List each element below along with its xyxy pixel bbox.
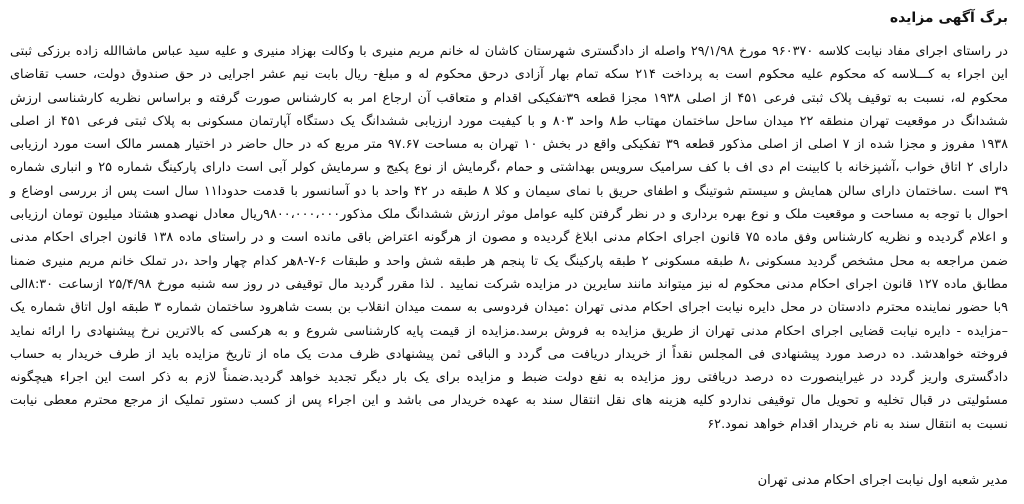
notice-signature: مدیر شعبه اول نیابت اجرای احکام مدنی تهران — [757, 473, 1008, 488]
notice-body: در راستای اجرای مفاد نیابت کلاسه ۹۶۰۳۷۰ مورخ ۲۹/۱/۹۸ واصله از دادگستری شهرستان کاشان له خانم مریم منیری با وکالت بهزاد منیری و علیه سید عباس ماشاالله زاده برزکی ثبتی این اجراء به کـــلاسه که محکوم علیه محکوم است به پرداخت ۲۱۴ سکه تمام بهار آزادی درحق محکوم له و مبلغ- ریال بابت نیم عشر اجرایی در حق صندوق دولت، حسب تقاضای محکوم له، نسبت به توقیف پلاک ثبتی فرعی ۴۵۱ از اصلی ۱۹۳۸ مجزا قطعه ۳۹تفکیکی اقدام و متعاقب آن ارجاع امر به کارشناس صورت گرفته و براساس نظریه کارشناسی ارزش ششدانگ در موقعیت تهران منطقه ۲۲ میدان ساحل ساختمان مهتاب ط۸ واحد ۸۰۳ و با کیفیت مورد ارزیابی ششدانگ یک دستگاه آپارتمان مسکونی به پلاک ثبتی فرعی ۴۵۱ از اصلی ۱۹۳۸ مفروز و مجزا شده از ۷ اصلی از اصلی مذکور قطعه ۳۹ تفکیکی واقع در بخش ۱۰ تهران به مساحت ۹۷.۶۷ متر مربع که در حال حاضر در اختیار همسر مالک است مورد ارزیابی دارای ۲ اتاق خواب ،آشپزخانه با کابینت ام دی اف با کف سرامیک سرویس بهداشتی و حمام ،گرمایش از نوع پکیج و سرمایش کولر آبی است دارای پارکینگ شماره ۲۵ و انباری شماره ۳۹ است .ساختمان دارای سالن همایش و سیستم شوتینگ و اطفای حریق با نمای سیمان و کلا ۸ طبقه در ۴۲ واحد با دو آسانسور با قدمت حدودا۱۱ سال است پس از بررسی اوضاع و احوال با توجه به مساحت و موقعیت ملک و نوع بهره برداری و در نظر گرفتن کلیه عوامل موثر ارزش ششدانگ ملک مذکور۹۸۰۰،۰۰۰،۰۰۰ریال معادل نهصدو هشتاد میلیون تومان ارزیابی و اعلام گردیده و نظریه کارشناس وفق ماده ۷۵ قانون اجرای احکام مدنی ابلاغ گردیده و مصون از هرگونه اعتراض باقی مانده است و در راستای ماده ۱۳۸ قانون اجرای احکام مدنی ضمن مراجعه به محل مشخص گردید مسکونی ،۸ طبقه مسکونی ۲ طبقه پارکینگ یک تا پنجم هر طبقه شش واحد و طبقات ۶-۷-۸هر کدام چهار واحد ،در تملک خانم مریم منیری ضمنا مطابق ماده ۱۲۷ قانون اجرای احکام مدنی محکوم له نیز میتواند مانند سایرین در مزایده شرکت نمایید . لذا مقرر گردید مال توقیفی در روز سه شنبه مورخ ۲۵/۴/۹۸ ازساعت ۸:۳۰الی ۹با حضور نماینده محترم دادستان در محل دایره نیابت اجرای احکام مدنی تهران :میدان فردوسی به سمت میدان انقلاب بن بست شاهرود ساختمان شماره ۳ طبقه اول اتاق شماره یک –مزایده - دایره نیابت قضایی اجرای احکام مدنی تهران از طریق مزایده به فروش برسد.مزایده از قیمت پایه کارشناسی شروع و به هرکسی که بالاترین نرخ پیشنهادی را ارائه نماید فروخته خواهدشد. ده درصد مورد پیشنهادی فی المجلس نقداً از خریدار دریافت می گردد و الباقی ثمن پیشنهادی ظرف مدت یک ماه از تاریخ مزایده باید از طرف خریدار به حساب دادگستری واریز گردد در غیراینصورت ده درصد دریافتی روز مزایده به نفع دولت ضبط و مزایده برای یک بار دیگر تجدید خواهد گردید.ضمناً لازم به ذکر است این اجراء هیچگونه مسئولیتی در قبال تخلیه و تحویل مال توقیفی نداردو کلیه هزینه های نقل انتقال سند به عهده خریدار می باشد و این اجراء پس از کسب دستور تملیک از مرجع محترم معطی نیابت نسبت به انتقال سند به نام خریدار اقدام خواهد نمود.۶۲ — [10, 44, 1009, 432]
notice-title: برگ آگهی مزایده — [889, 10, 1008, 26]
